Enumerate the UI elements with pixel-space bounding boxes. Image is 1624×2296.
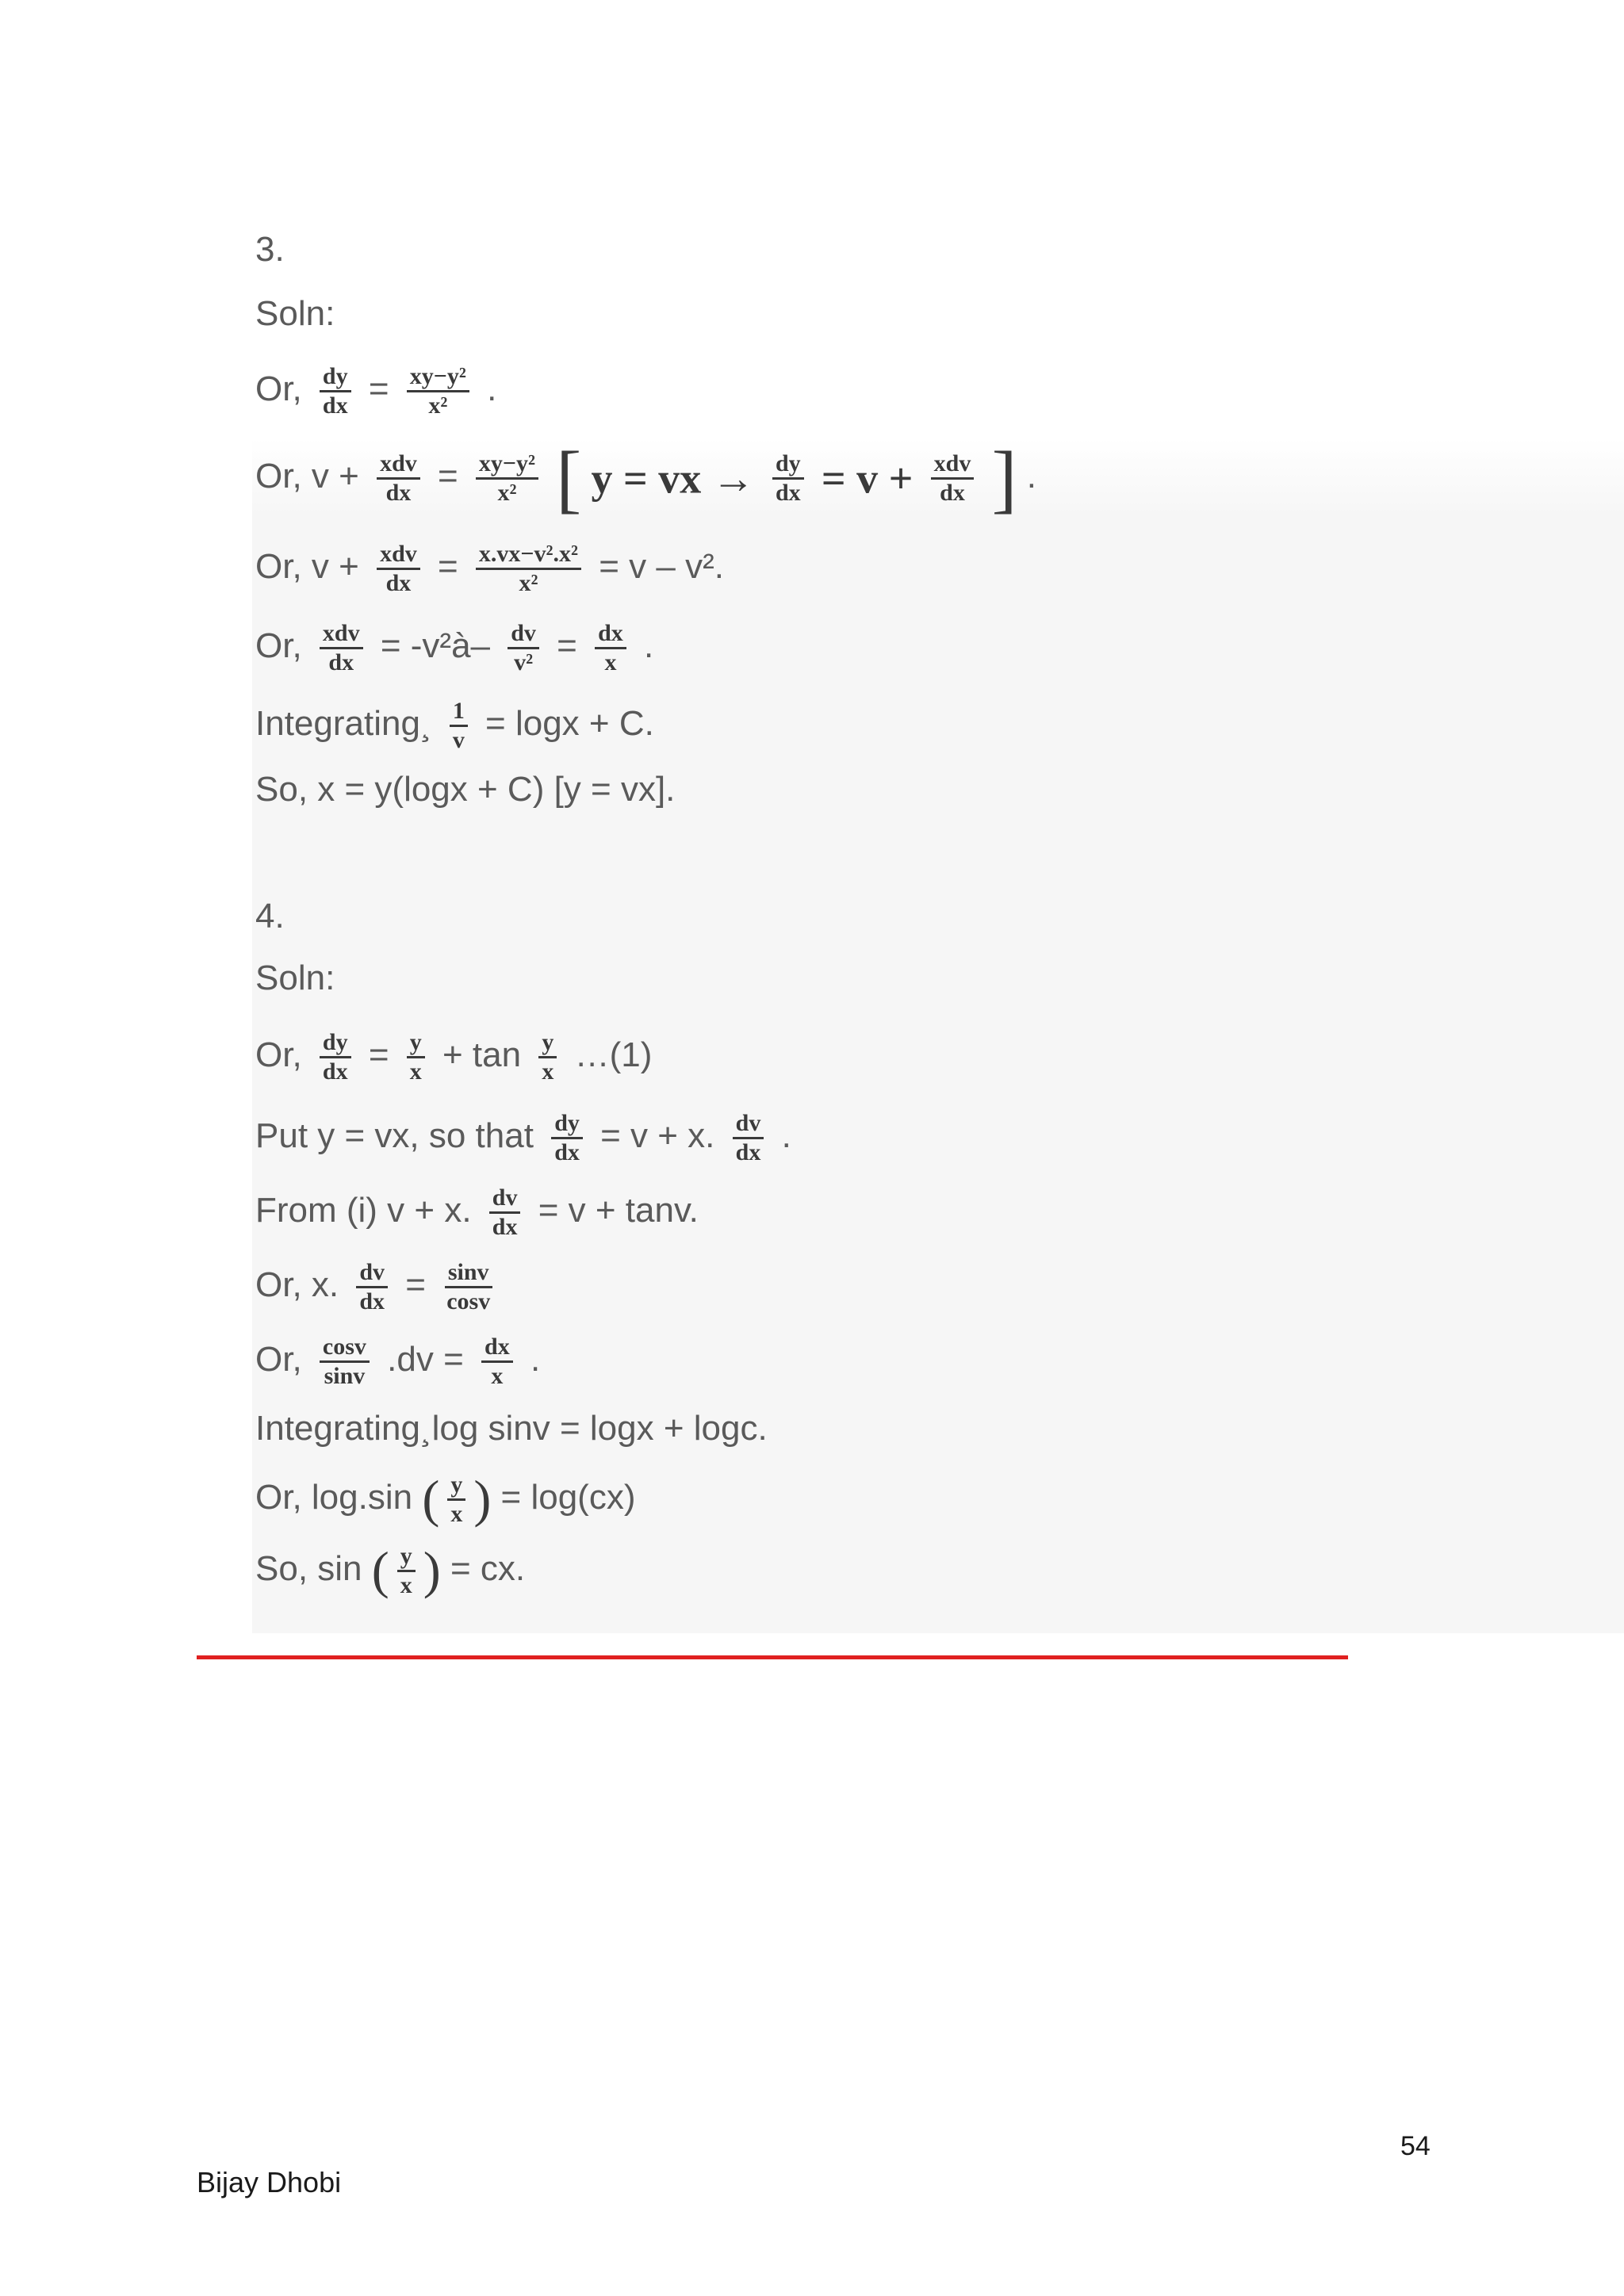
p4-line-1: Or, $\frac{dy}{dx}$ = $\frac{y}{x}$ + tan $\frac{y}{x}$ …(1) <box>255 1029 653 1085</box>
problem-3-soln: Soln: <box>255 294 335 333</box>
problem-3-number: 3. <box>255 230 285 269</box>
p4-line-3: From (i) v + x. $\frac{dv}{dx}$ = v + tanv. <box>255 1184 699 1240</box>
fraction: $\frac{dv}{\text{v²}}$ <box>508 620 539 676</box>
problem-4-number: 4. <box>255 897 285 936</box>
fraction: $\frac{y}{x}$ <box>397 1543 416 1599</box>
fraction: $\frac{y}{x}$ <box>407 1029 425 1085</box>
fraction: $\frac{\sin v}{\cos v}$ <box>443 1259 493 1315</box>
p3-line-4: Or, $\frac{\text{xdv}}{dx}$ = -v²à– $\frac{dv}{\text{v²}}$ = $\frac{dx}{x}$ . <box>255 620 654 675</box>
fraction: $\frac{y}{x}$ <box>538 1029 557 1085</box>
p3-line-1: Or, $\frac{dy}{dx}$ = $\frac{\text{xy−y²}}{\text{x²}}$ . <box>255 363 497 419</box>
fraction: $\frac{dx}{x}$ <box>481 1334 513 1390</box>
page-number: 54 <box>1400 2131 1431 2161</box>
fraction: $\frac{dx}{x}$ <box>595 620 626 676</box>
fraction: $\frac{y}{x}$ <box>447 1471 465 1528</box>
fraction: $\frac{\text{xdv}}{dx}$ <box>377 541 420 597</box>
fraction: $\frac{dy}{dx}$ <box>772 450 804 507</box>
footer-author: Bijay Dhobi <box>197 2166 342 2198</box>
fraction: $\frac{\text{x.vx−v².x²}}{\text{x²}}$ <box>476 541 581 597</box>
p3-line-3: Or, v + $\frac{\text{xdv}}{dx}$ = $\frac{\text{x.vx−v².x²}}{\text{x²}}$ = v – v². <box>255 541 724 596</box>
p3-line-5: Integrating¸ $\frac{1}{v}$ = logx + C. <box>255 698 654 753</box>
p4-line-5: Or, $\frac{\cos v}{\sin v}$ .dv = $\frac{dx}{x}$ . <box>255 1334 541 1389</box>
fraction: $\frac{\cos v}{\sin v}$ <box>320 1334 370 1390</box>
fraction: $\frac{\text{xdv}}{dx}$ <box>377 450 420 507</box>
fraction: $\frac{1}{v}$ <box>450 698 468 754</box>
fraction: $\frac{dy}{dx}$ <box>320 1029 351 1085</box>
p3-line-2: Or, v + $\frac{\text{xdv}}{dx}$ = $\frac{\text{xy−y²}}{\text{x²}}$ [ y = vx → $\frac{dy}{dx}$ = v + $\frac{\text{xdv}}{dx}$ ] . <box>255 435 1037 521</box>
fraction: $\frac{dy}{dx}$ <box>320 363 351 419</box>
p4-line-7: Or, log.sin ( $\frac{y}{x}$ ) = log(cx) <box>255 1470 636 1529</box>
fraction: $\frac{\text{xdv}}{dx}$ <box>320 620 363 676</box>
fraction: $\frac{\text{xy−y²}}{\text{x²}}$ <box>407 363 469 419</box>
p4-line-6: Integrating¸log sinv = logx + logc. <box>255 1409 768 1448</box>
fraction: $\frac{dy}{dx}$ <box>551 1110 583 1166</box>
p4-line-4: Or, x. $\frac{dv}{dx}$ = $\frac{\sin v}{\cos v}$ <box>255 1259 501 1315</box>
fraction: $\frac{dv}{dx}$ <box>733 1110 764 1166</box>
p3-line-6: So, x = y(logx + C) [y = vx]. <box>255 770 676 809</box>
problem-4-soln: Soln: <box>255 959 335 997</box>
p4-line-2: Put y = vx, so that $\frac{dy}{dx}$ = v + x. $\frac{dv}{dx}$ . <box>255 1110 791 1165</box>
fraction: $\frac{\text{xy−y²}}{\text{x²}}$ <box>476 450 538 507</box>
section-divider <box>197 1655 1348 1659</box>
fraction: $\frac{dv}{dx}$ <box>356 1259 388 1315</box>
fraction: $\frac{dv}{dx}$ <box>489 1184 521 1241</box>
p4-line-8: So, sin ( $\frac{y}{x}$ ) = cx. <box>255 1541 526 1600</box>
fraction: $\frac{\text{xdv}}{dx}$ <box>931 450 975 507</box>
